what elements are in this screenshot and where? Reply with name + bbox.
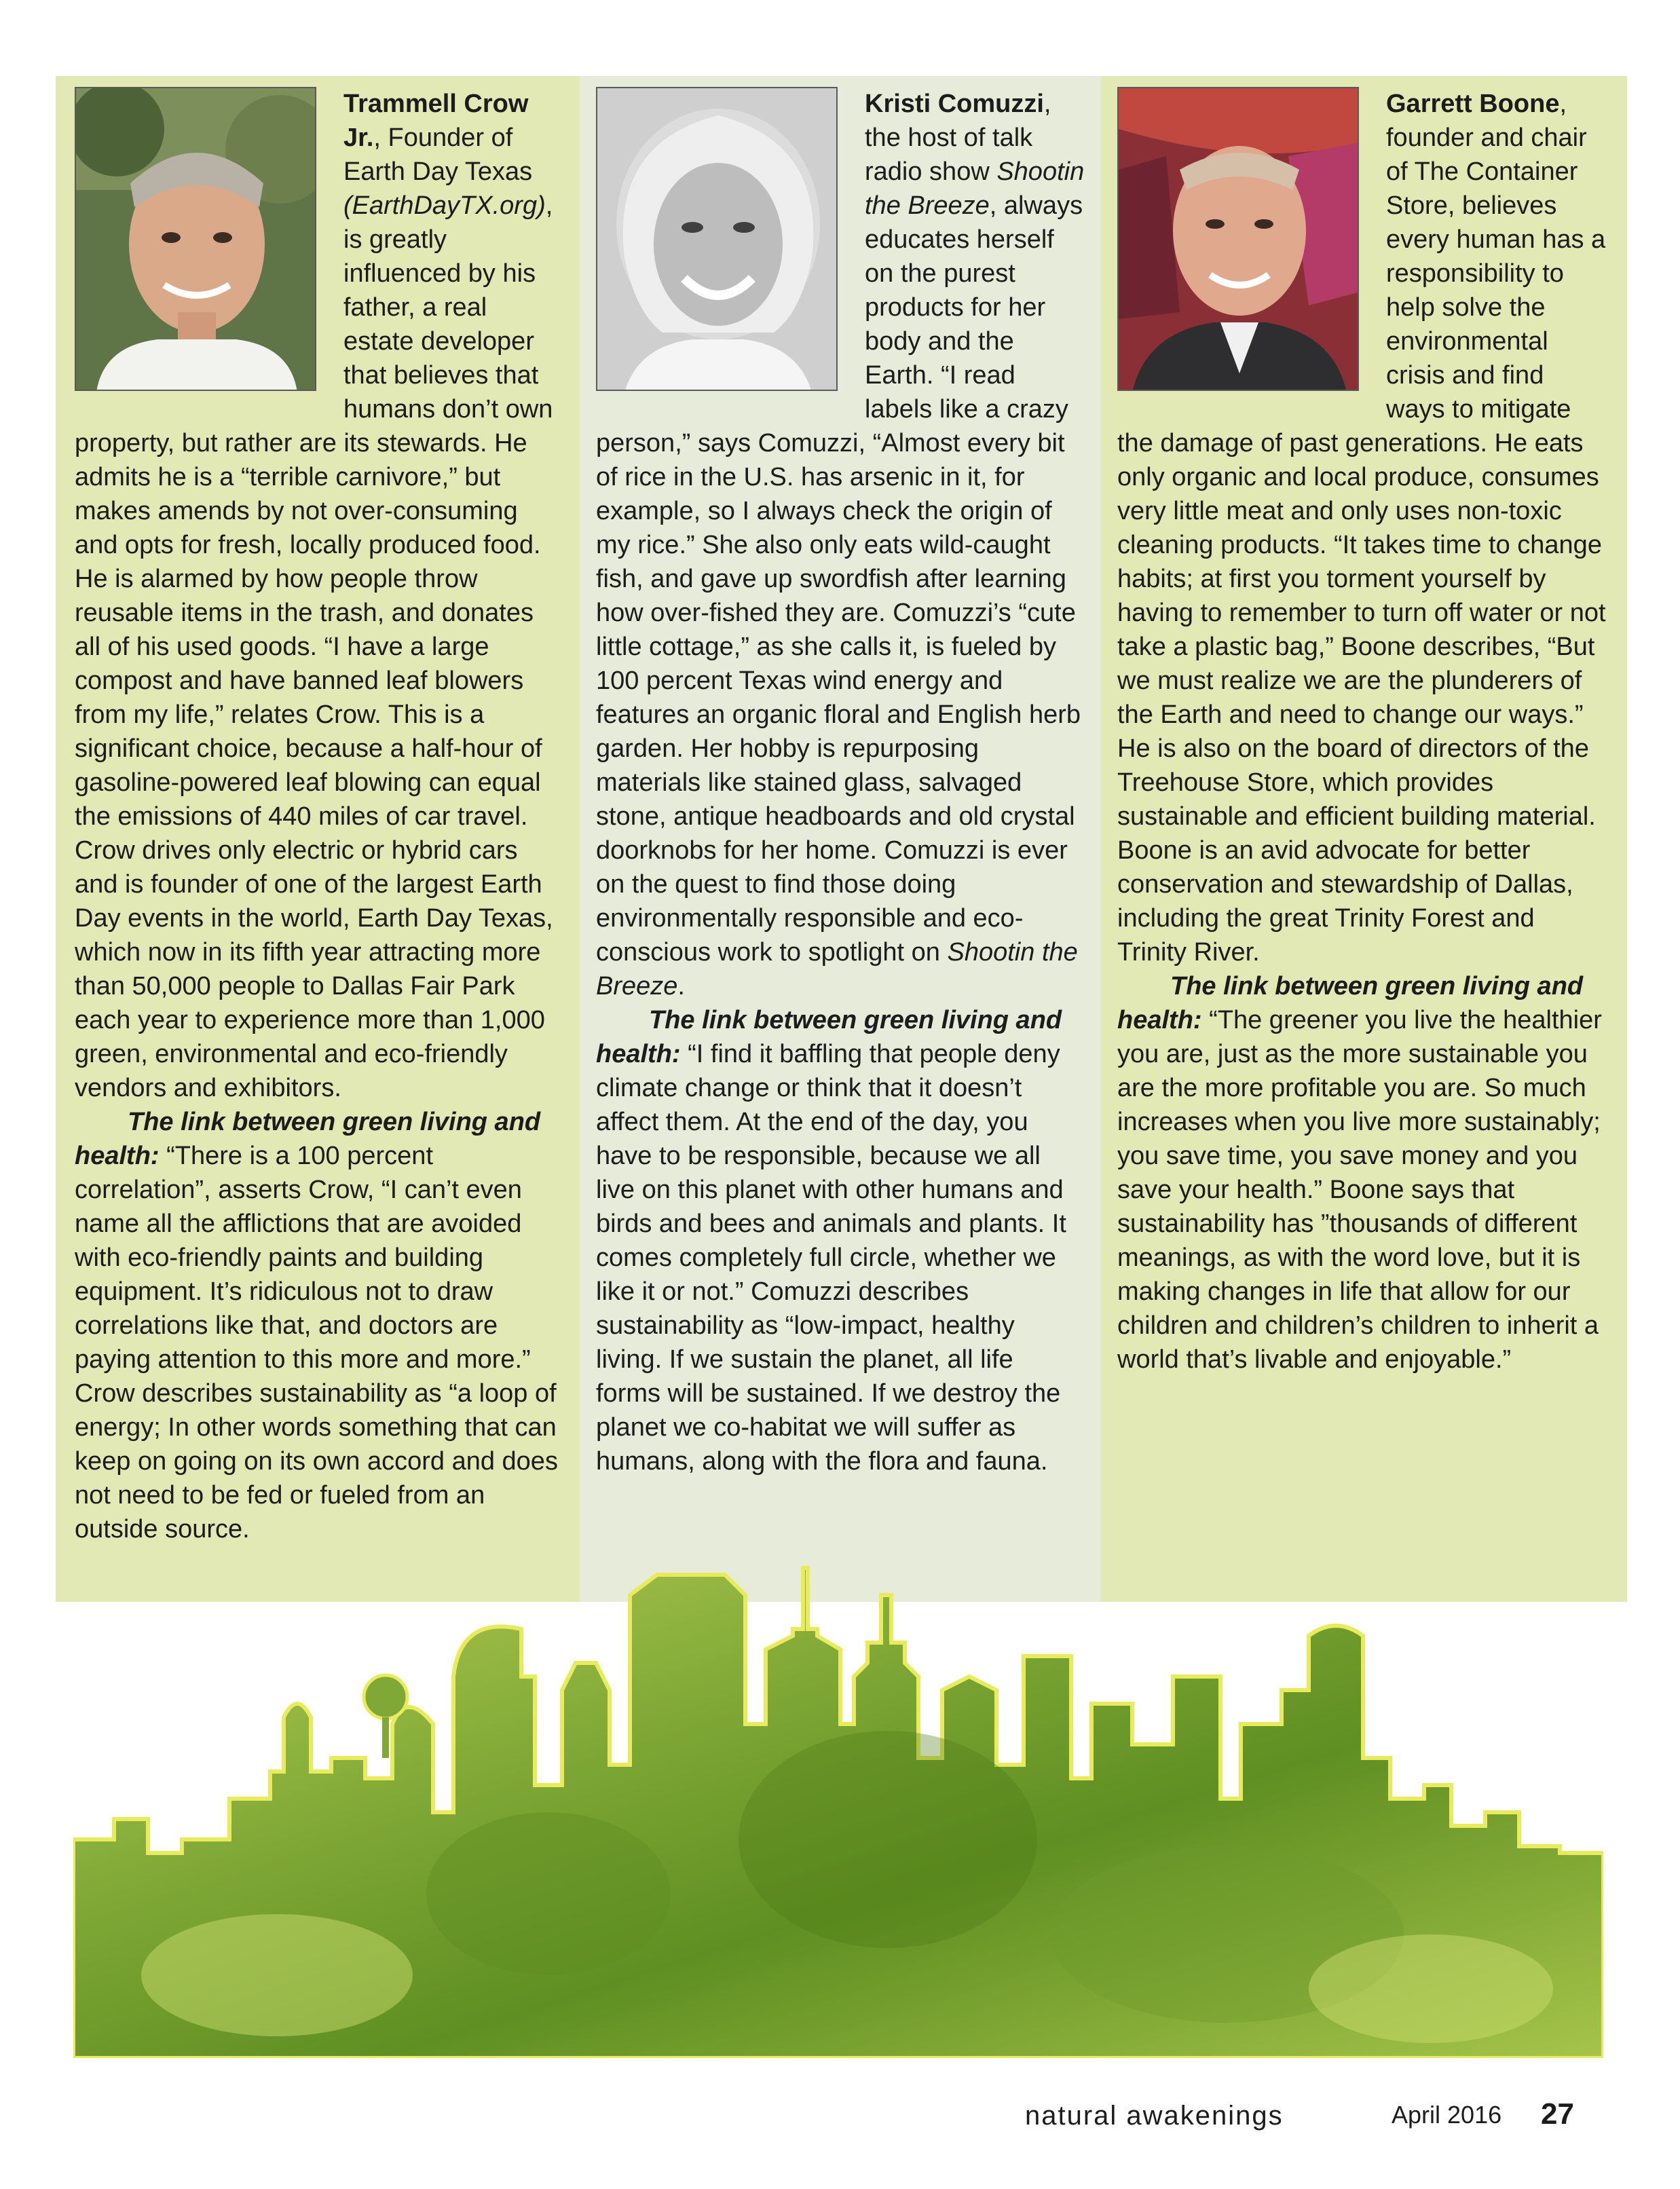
page-footer [1025, 2101, 1284, 2131]
profile-intro-text: . [677, 972, 685, 1000]
profile-name-boone: Garrett Boone [1386, 90, 1560, 118]
photo-trammell-crow [75, 87, 316, 391]
link-heading: The link between green living and health: [75, 1108, 541, 1170]
link-heading: The link between green living and health: [596, 1006, 1062, 1068]
profile-intro-text: , Founder of Earth Day Texas [343, 124, 533, 186]
profile-link-crow [75, 1105, 563, 1546]
issue-date: April 2016 [1392, 2101, 1502, 2129]
profile-intro-text: , always educates herself on the purest products for her body and the Earth. “I read labels like a crazy person,” says Comuzzi, “Almost every bit of rice in the U.S. has arsenic in it, for example, so I always check the origin of my rice.” She also only eats wild-caught fish, and gave up swordfish after learning how over-fished they are. Comuzzi’s “cute little cottage,” as she calls it, is fueled by 100 percent Texas wind energy and features an organic floral and English herb garden. Her hobby is repurposing materials like stained glass, salvaged stone, antique headboards and old crystal doorknobs for her home. Comuzzi is ever on the quest to find those doing environmentally responsible and eco-conscious work to spotlight on [596, 191, 1083, 967]
dallas-skyline-illustration [73, 1554, 1603, 2058]
photo-garrett-boone [1117, 87, 1359, 391]
profile-column-boone [1117, 87, 1606, 1377]
link-text: “I find it baffling that people deny climate change or think that it doesn’t affect them. At the end of the day, you have to be responsible, because we all live on this planet with other humans and birds and bees and animals and plants. It comes completely full circle, whether we like it or not.” Comuzzi describes sustainability as “low-impact, healthy living. If we sustain the planet, all life forms will be sustained. If we destroy the planet we co-habitat we will suffer as humans, along with the flora and fauna. [596, 1040, 1066, 1476]
photo-kristi-comuzzi [596, 87, 838, 391]
portrait-image [76, 88, 316, 391]
profile-link-boone [1117, 969, 1606, 1377]
profile-name-crow: Trammell Crow Jr. [343, 90, 529, 152]
page-number: 27 [1541, 2097, 1574, 2131]
profile-column-comuzzi [596, 87, 1085, 1478]
link-heading: The link between green living and health: [1117, 972, 1584, 1034]
portrait-image [1119, 88, 1359, 391]
profile-name-comuzzi: Kristi Comuzzi [865, 90, 1044, 118]
profile-intro-text: , is greatly influenced by his father, a real estate developer that believes that humans don’t own property, but rather are its stewards. He admits he is a “terrible carnivore,” but makes amends by not over-consuming and opts for fresh, locally produced food. He is alarmed by how people throw reusable items in the trash, and donates all of his used goods. “I have a large compost and have banned leaf blowers from my life,” relates Crow. This is a significant choice, because a half-hour of gasoline-powered leaf blowing can equal the emissions of 440 miles of car travel. Crow drives only electric or hybrid cars and is founder of one of the largest Earth Day events in the world, Earth Day Texas, which now in its fifth year attracting more than 50,000 people to Dallas Fair Park each year to experience more than 1,000 green, environmental and eco-friendly vendors and exhibitors. [75, 191, 553, 1102]
profile-column-crow [75, 87, 563, 1546]
profile-link-comuzzi [596, 1003, 1085, 1478]
show-title: Shootin the Breeze [865, 157, 1085, 220]
link-text: “The greener you live the healthier you are, just as the more sustainable you are the more profitable you are. So much increases when you live more sustainably; you save time, you save money and you save your health.” Boone says that sustainability has ”thousands of different meanings, as with the word love, but it is making changes in life that allow for our children and children’s children to inherit a world that’s livable and enjoyable.” [1117, 1006, 1602, 1374]
profile-intro-text: , founder and chair of The Container Store, believes every human has a responsibility to help solve the environmental crisis and find ways to mitigate the damage of past generations. He eats only organic and local produce, consumes very little meat and only uses non-toxic cleaning products. “It takes time to change habits; at first you torment yourself by having to remember to turn off water or not take a plastic bag,” Boone describes, “But we must realize we are the plunderers of the Earth and need to change our ways.” He is also on the board of directors of the Treehouse Store, which provides sustainable and efficient building material. Boone is an avid advocate for better conservation and stewardship of Dallas, including the great Trinity Forest and Trinity River. [1117, 90, 1606, 967]
profile-intro-text: , the host of talk radio show [865, 90, 1051, 186]
show-title: Shootin the Breeze [596, 938, 1078, 1000]
link-text: “There is a 100 percent correlation”, asserts Crow, “I can’t even name all the afflictions that are avoided with eco-friendly paints and building equipment. It’s ridiculous not to draw correlations like that, and doctors are paying attention to this more and more.” Crow describes sustainability as “a loop of energy; In other words something that can keep on going on its own accord and does not need to be fed or fueled from an outside source. [75, 1142, 558, 1543]
publication-name: natural awakenings [1025, 2101, 1284, 2131]
profile-website: (EarthDayTX.org) [343, 191, 546, 220]
portrait-image [597, 88, 838, 391]
